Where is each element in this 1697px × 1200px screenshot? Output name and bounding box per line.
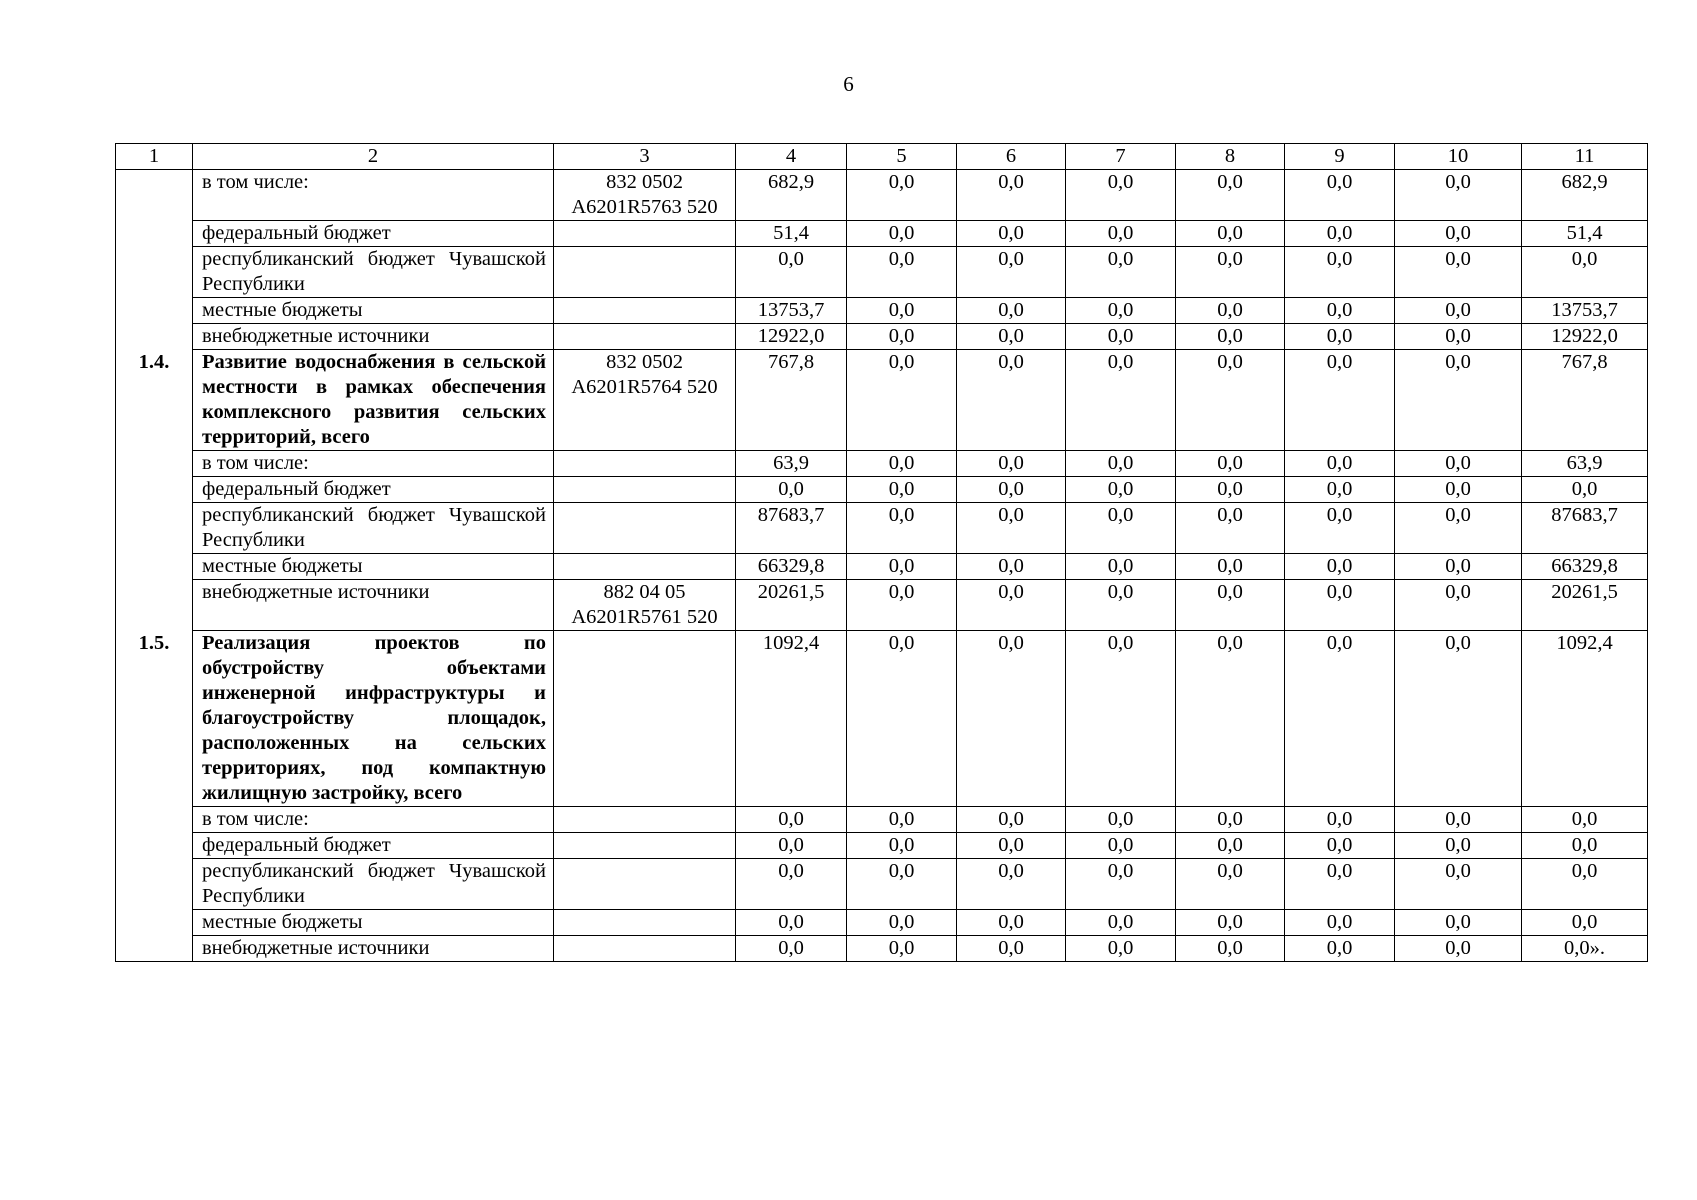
value-cell: 0,0 xyxy=(736,910,847,936)
value-cell: 0,0 xyxy=(1176,631,1285,807)
value-cell: 0,0 xyxy=(847,451,957,477)
item-name-cell: федеральный бюджет xyxy=(193,221,554,247)
value-cell: 0,0 xyxy=(1176,833,1285,859)
value-cell: 0,0 xyxy=(1522,859,1648,910)
value-cell: 0,0 xyxy=(847,859,957,910)
header-cell: 6 xyxy=(957,144,1066,170)
value-cell: 0,0 xyxy=(1522,477,1648,503)
item-name-cell: федеральный бюджет xyxy=(193,833,554,859)
value-cell: 0,0 xyxy=(1176,170,1285,221)
value-cell: 0,0 xyxy=(1395,221,1522,247)
value-cell: 0,0 xyxy=(957,910,1066,936)
value-cell: 0,0 xyxy=(1176,554,1285,580)
value-cell: 0,0 xyxy=(1066,477,1176,503)
item-number-cell xyxy=(116,298,193,324)
value-cell: 0,0 xyxy=(957,247,1066,298)
value-cell: 0,0 xyxy=(1285,936,1395,962)
value-cell: 0,0 xyxy=(847,580,957,631)
value-cell: 0,0 xyxy=(1066,910,1176,936)
value-cell: 0,0 xyxy=(1285,247,1395,298)
value-cell: 0,0 xyxy=(1176,350,1285,451)
item-number-cell xyxy=(116,910,193,936)
value-cell: 0,0 xyxy=(957,503,1066,554)
budget-code-line: A6201R5761 520 xyxy=(571,606,718,628)
value-cell: 0,0 xyxy=(1285,170,1395,221)
item-number-cell xyxy=(116,554,193,580)
budget-code-cell xyxy=(554,298,736,324)
value-cell: 0,0 xyxy=(847,807,957,833)
value-cell: 0,0 xyxy=(1066,580,1176,631)
value-cell: 63,9 xyxy=(736,451,847,477)
item-name-cell: внебюджетные источники xyxy=(193,324,554,350)
value-cell: 0,0 xyxy=(847,170,957,221)
item-number-cell xyxy=(116,221,193,247)
header-cell: 3 xyxy=(554,144,736,170)
value-cell: 0,0 xyxy=(1176,859,1285,910)
value-cell: 0,0 xyxy=(957,833,1066,859)
value-cell: 0,0 xyxy=(736,807,847,833)
budget-code-cell xyxy=(554,451,736,477)
value-cell: 0,0 xyxy=(1066,833,1176,859)
value-cell: 0,0 xyxy=(957,451,1066,477)
value-cell: 0,0 xyxy=(1285,554,1395,580)
value-cell: 0,0 xyxy=(1066,350,1176,451)
value-cell: 0,0 xyxy=(957,631,1066,807)
value-cell: 0,0 xyxy=(1176,580,1285,631)
value-cell: 0,0 xyxy=(1176,221,1285,247)
value-cell: 0,0 xyxy=(736,936,847,962)
header-cell: 11 xyxy=(1522,144,1648,170)
value-cell: 0,0 xyxy=(1285,298,1395,324)
value-cell: 0,0 xyxy=(1066,554,1176,580)
value-cell: 13753,7 xyxy=(1522,298,1648,324)
budget-code-cell xyxy=(554,324,736,350)
value-cell: 0,0 xyxy=(1522,833,1648,859)
value-cell: 0,0 xyxy=(1285,451,1395,477)
value-cell: 0,0 xyxy=(1285,350,1395,451)
value-cell: 682,9 xyxy=(736,170,847,221)
table-row xyxy=(116,936,1648,962)
table-row xyxy=(116,221,1648,247)
value-cell: 0,0 xyxy=(847,833,957,859)
value-cell: 0,0 xyxy=(1066,221,1176,247)
value-cell: 0,0 xyxy=(1285,221,1395,247)
value-cell: 767,8 xyxy=(1522,350,1648,451)
value-cell: 0,0 xyxy=(1285,807,1395,833)
item-name-cell: местные бюджеты xyxy=(193,554,554,580)
budget-code-line: A6201R5764 520 xyxy=(571,376,718,398)
value-cell: 0,0 xyxy=(957,936,1066,962)
value-cell: 0,0 xyxy=(1395,298,1522,324)
value-cell: 0,0 xyxy=(1066,451,1176,477)
table-row xyxy=(116,631,1648,807)
budget-code-line: 832 0502 xyxy=(606,171,683,193)
value-cell: 0,0 xyxy=(847,631,957,807)
value-cell: 0,0 xyxy=(1395,247,1522,298)
value-cell: 0,0 xyxy=(1522,247,1648,298)
item-number-cell xyxy=(116,477,193,503)
value-cell: 0,0 xyxy=(1176,451,1285,477)
value-cell: 0,0 xyxy=(1395,631,1522,807)
value-cell: 0,0 xyxy=(1395,170,1522,221)
value-cell: 0,0 xyxy=(957,350,1066,451)
value-cell: 51,4 xyxy=(736,221,847,247)
value-cell: 0,0 xyxy=(1066,503,1176,554)
value-cell: 0,0 xyxy=(1066,247,1176,298)
value-cell: 0,0 xyxy=(1066,170,1176,221)
value-cell: 0,0 xyxy=(1066,936,1176,962)
value-cell: 0,0 xyxy=(957,807,1066,833)
value-cell: 0,0 xyxy=(1522,910,1648,936)
value-cell: 63,9 xyxy=(1522,451,1648,477)
table-row xyxy=(116,910,1648,936)
value-cell: 0,0 xyxy=(957,324,1066,350)
budget-code-cell xyxy=(554,247,736,298)
budget-code-cell xyxy=(554,936,736,962)
value-cell: 0,0 xyxy=(736,833,847,859)
header-cell: 8 xyxy=(1176,144,1285,170)
value-cell: 0,0 xyxy=(847,503,957,554)
budget-code-cell xyxy=(554,221,736,247)
value-cell: 0,0 xyxy=(1176,477,1285,503)
value-cell: 66329,8 xyxy=(736,554,847,580)
value-cell: 0,0 xyxy=(1285,631,1395,807)
value-cell: 767,8 xyxy=(736,350,847,451)
value-cell: 0,0 xyxy=(1285,833,1395,859)
table-row xyxy=(116,833,1648,859)
value-cell: 0,0 xyxy=(847,350,957,451)
value-cell: 0,0 xyxy=(736,859,847,910)
value-cell: 0,0 xyxy=(1285,910,1395,936)
item-name-cell: местные бюджеты xyxy=(193,910,554,936)
table-row xyxy=(116,247,1648,298)
table-row xyxy=(116,324,1648,350)
value-cell: 0,0 xyxy=(847,910,957,936)
value-cell: 0,0 xyxy=(957,554,1066,580)
budget-code-cell xyxy=(554,170,736,221)
value-cell: 1092,4 xyxy=(1522,631,1648,807)
value-cell: 682,9 xyxy=(1522,170,1648,221)
table-row xyxy=(116,503,1648,554)
value-cell: 0,0 xyxy=(1395,350,1522,451)
value-cell: 13753,7 xyxy=(736,298,847,324)
value-cell: 0,0 xyxy=(736,477,847,503)
value-cell: 0,0 xyxy=(1285,859,1395,910)
value-cell: 0,0 xyxy=(1285,580,1395,631)
item-number-cell xyxy=(116,451,193,477)
item-number-cell xyxy=(116,807,193,833)
table-row xyxy=(116,807,1648,833)
value-cell: 0,0 xyxy=(1395,503,1522,554)
table-row xyxy=(116,350,1648,451)
budget-code-cell xyxy=(554,554,736,580)
budget-code-cell xyxy=(554,859,736,910)
value-cell: 0,0 xyxy=(847,554,957,580)
value-cell: 0,0 xyxy=(957,298,1066,324)
value-cell: 0,0 xyxy=(1395,807,1522,833)
page-number: 6 xyxy=(843,72,854,96)
value-cell: 0,0 xyxy=(847,221,957,247)
value-cell: 1092,4 xyxy=(736,631,847,807)
table-row xyxy=(116,298,1648,324)
item-name-cell: Развитие водоснабжения в сельской местности в рамках обеспечения комплексного развития сельских территорий, всего xyxy=(193,350,554,451)
budget-code-cell xyxy=(554,503,736,554)
value-cell: 0,0 xyxy=(847,298,957,324)
budget-code-cell xyxy=(554,631,736,807)
item-name-cell: внебюджетные источники xyxy=(193,580,554,631)
value-cell: 0,0 xyxy=(847,477,957,503)
value-cell: 0,0 xyxy=(1395,859,1522,910)
value-cell: 66329,8 xyxy=(1522,554,1648,580)
value-cell: 0,0 xyxy=(1066,859,1176,910)
value-cell: 20261,5 xyxy=(736,580,847,631)
table-row xyxy=(116,580,1648,631)
value-cell: 0,0 xyxy=(957,477,1066,503)
value-cell: 0,0 xyxy=(1066,631,1176,807)
table-body xyxy=(116,144,1648,962)
budget-table xyxy=(115,143,1648,962)
item-name-cell: республиканский бюджет Чувашской Республики xyxy=(193,503,554,554)
value-cell: 0,0 xyxy=(1176,298,1285,324)
item-name-cell: федеральный бюджет xyxy=(193,477,554,503)
budget-code-cell xyxy=(554,807,736,833)
value-cell: 0,0 xyxy=(1176,503,1285,554)
value-cell: 0,0 xyxy=(957,170,1066,221)
item-name-cell: в том числе: xyxy=(193,451,554,477)
item-name-cell: местные бюджеты xyxy=(193,298,554,324)
value-cell: 0,0 xyxy=(957,221,1066,247)
value-cell: 12922,0 xyxy=(736,324,847,350)
item-number-cell xyxy=(116,580,193,631)
table-row xyxy=(116,477,1648,503)
value-cell: 0,0 xyxy=(1395,833,1522,859)
value-cell: 0,0 xyxy=(1176,324,1285,350)
item-number-cell xyxy=(116,324,193,350)
budget-code-line: 832 0502 xyxy=(606,351,683,373)
budget-code-cell xyxy=(554,350,736,451)
header-cell: 9 xyxy=(1285,144,1395,170)
value-cell: 0,0 xyxy=(847,247,957,298)
item-number-cell: 1.4. xyxy=(116,350,193,451)
item-number-cell xyxy=(116,503,193,554)
value-cell: 0,0 xyxy=(847,324,957,350)
value-cell: 87683,7 xyxy=(1522,503,1648,554)
value-cell: 0,0 xyxy=(1176,247,1285,298)
value-cell: 0,0 xyxy=(1285,324,1395,350)
value-cell: 20261,5 xyxy=(1522,580,1648,631)
item-number-cell xyxy=(116,170,193,221)
item-number-cell xyxy=(116,859,193,910)
item-name-cell: республиканский бюджет Чувашской Республики xyxy=(193,247,554,298)
value-cell: 0,0 xyxy=(1285,503,1395,554)
item-number-cell xyxy=(116,247,193,298)
value-cell: 87683,7 xyxy=(736,503,847,554)
budget-code-cell xyxy=(554,477,736,503)
value-cell: 0,0 xyxy=(1285,477,1395,503)
value-cell: 0,0 xyxy=(1395,451,1522,477)
budget-code-cell xyxy=(554,580,736,631)
table-row xyxy=(116,170,1648,221)
item-name-cell: Реализация проектов по обустройству объектами инженерной инфраструктуры и благоустройству площадок, расположенных на сельских территориях, под компактную жилищную застройку, всего xyxy=(193,631,554,807)
table-row xyxy=(116,859,1648,910)
value-cell: 0,0 xyxy=(847,936,957,962)
value-cell: 0,0 xyxy=(1522,807,1648,833)
value-cell: 0,0 xyxy=(1066,807,1176,833)
table-row xyxy=(116,554,1648,580)
header-row xyxy=(116,144,1648,170)
value-cell: 0,0 xyxy=(1395,324,1522,350)
value-cell: 0,0 xyxy=(957,859,1066,910)
value-cell: 0,0». xyxy=(1522,936,1648,962)
budget-code-line: 882 04 05 xyxy=(603,581,686,603)
header-cell: 1 xyxy=(116,144,193,170)
header-cell: 2 xyxy=(193,144,554,170)
value-cell: 0,0 xyxy=(1066,324,1176,350)
budget-code-cell xyxy=(554,910,736,936)
value-cell: 0,0 xyxy=(1176,936,1285,962)
value-cell: 0,0 xyxy=(1176,807,1285,833)
header-cell: 7 xyxy=(1066,144,1176,170)
value-cell: 51,4 xyxy=(1522,221,1648,247)
value-cell: 0,0 xyxy=(736,247,847,298)
table-row xyxy=(116,451,1648,477)
value-cell: 0,0 xyxy=(1176,910,1285,936)
value-cell: 0,0 xyxy=(1395,477,1522,503)
value-cell: 0,0 xyxy=(957,580,1066,631)
item-name-cell: в том числе: xyxy=(193,807,554,833)
value-cell: 0,0 xyxy=(1395,554,1522,580)
item-name-cell: в том числе: xyxy=(193,170,554,221)
value-cell: 0,0 xyxy=(1066,298,1176,324)
item-name-cell: республиканский бюджет Чувашской Республики xyxy=(193,859,554,910)
value-cell: 12922,0 xyxy=(1522,324,1648,350)
item-number-cell xyxy=(116,936,193,962)
value-cell: 0,0 xyxy=(1395,580,1522,631)
header-cell: 5 xyxy=(847,144,957,170)
header-cell: 4 xyxy=(736,144,847,170)
header-cell: 10 xyxy=(1395,144,1522,170)
value-cell: 0,0 xyxy=(1395,936,1522,962)
budget-code-line: A6201R5763 520 xyxy=(571,196,718,218)
item-name-cell: внебюджетные источники xyxy=(193,936,554,962)
item-number-cell: 1.5. xyxy=(116,631,193,807)
value-cell: 0,0 xyxy=(1395,910,1522,936)
budget-code-cell xyxy=(554,833,736,859)
item-number-cell xyxy=(116,833,193,859)
